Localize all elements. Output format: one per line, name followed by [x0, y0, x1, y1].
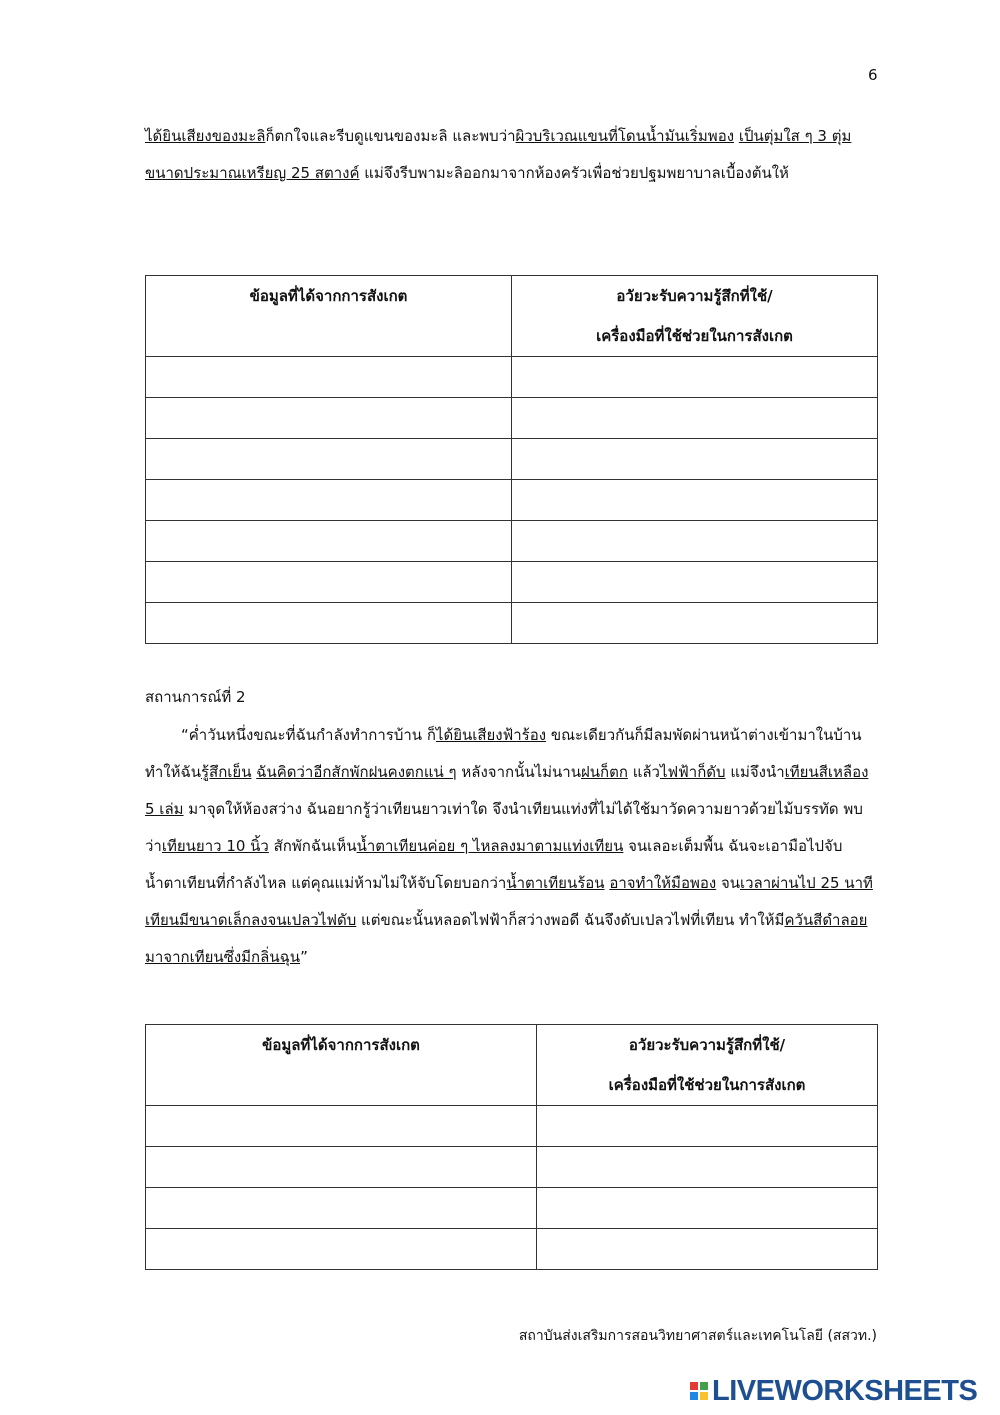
logo-square	[690, 1382, 698, 1390]
table1-body	[146, 357, 878, 644]
underlined-observation: เทียนสีเหลือง 5 เล่ม	[145, 763, 869, 818]
sense-organ-cell[interactable]	[537, 1229, 878, 1270]
scenario1-paragraph	[145, 118, 877, 192]
underlined-observation: ไฟฟ้าก็ดับ	[659, 763, 726, 781]
paragraph-text: “ค่ำวันหนึ่งขณะที่ฉันกำลังทำการบ้าน ก็	[181, 726, 436, 744]
underlined-observation: ฝนก็ตก	[580, 763, 628, 781]
underlined-observation: น้ำตาเทียนค่อย ๆ ไหลลงมาตามแท่งเทียน	[356, 837, 624, 855]
observation-table-2	[145, 1024, 878, 1270]
table-row	[146, 1147, 878, 1188]
table-header-row	[146, 276, 878, 357]
paragraph-text: แล้ว	[627, 763, 660, 781]
sense-organ-cell[interactable]	[512, 357, 878, 398]
observed-data-cell[interactable]	[146, 1147, 537, 1188]
sense-organ-cell[interactable]	[512, 603, 878, 644]
paragraph-text: สักพักฉันเห็น	[268, 837, 357, 855]
sense-organ-cell[interactable]	[537, 1188, 878, 1229]
observed-data-cell[interactable]	[146, 1106, 537, 1147]
table-row	[146, 480, 878, 521]
paragraph-text: จนเลอะเต็มพื้น ฉันจะเอามือไปจับน้ำตาเทียนที่กำลังไหล แต่คุณแม่ห้ามไม่ให้จับโดยบอกว่า	[145, 837, 843, 892]
underlined-observation: ขนาดประมาณเหรียญ 25 สตางค์	[145, 164, 360, 182]
paragraph-text: แม่จึงนำ	[725, 763, 785, 781]
table-row	[146, 562, 878, 603]
paragraph-text: ก็ตกใจและรีบดูแขนของมะลิ และพบว่า	[265, 127, 516, 145]
table-row	[146, 439, 878, 480]
underlined-observation: ฉันคิดว่าอีกสักพักฝนคงตกแน่ ๆ	[256, 763, 457, 781]
header-observed-data: ข้อมูลที่ได้จากการสังเกต	[146, 276, 512, 357]
paragraph-text: ”	[300, 948, 308, 966]
sense-organ-cell[interactable]	[537, 1147, 878, 1188]
table2-body	[146, 1106, 878, 1270]
logo-square	[700, 1382, 708, 1390]
underlined-observation: ได้ยินเสียงของมะลิ	[145, 127, 266, 145]
paragraph-text: หลังจากนั้นไม่นาน	[456, 763, 581, 781]
observation-table-1	[145, 275, 878, 644]
table-row	[146, 521, 878, 562]
scenario2-paragraph	[145, 717, 877, 976]
observed-data-cell[interactable]	[146, 603, 512, 644]
liveworksheets-icon	[690, 1382, 708, 1400]
liveworksheets-wordmark: LIVEWORKSHEETS	[712, 1374, 978, 1407]
underlined-observation: เทียนยาว 10 นิ้ว	[161, 837, 269, 855]
footer-institution: สถาบันส่งเสริมการสอนวิทยาศาสตร์และเทคโนโลยี (สสวท.)	[518, 1328, 877, 1344]
observed-data-cell[interactable]	[146, 398, 512, 439]
table-row	[146, 1106, 878, 1147]
logo-square	[700, 1392, 708, 1400]
observed-data-cell[interactable]	[146, 562, 512, 603]
sense-organ-cell[interactable]	[512, 562, 878, 603]
sense-organ-cell[interactable]	[537, 1106, 878, 1147]
paragraph-text: แต่ขณะนั้นหลอดไฟฟ้าก็สว่างพอดี ฉันจึงดับเปลวไฟที่เทียน ทำให้มี	[356, 911, 785, 929]
table-row	[146, 603, 878, 644]
underlined-observation: ผิวบริเวณแขนที่โดนน้ำมันเริ่มพอง	[515, 127, 735, 145]
underlined-observation: ควันสีดำลอยมาจากเทียนซึ่งมีกลิ่นฉุน	[145, 911, 868, 966]
observed-data-cell[interactable]	[146, 357, 512, 398]
underlined-observation: เป็นตุ่มใส ๆ 3 ตุ่ม	[738, 127, 852, 145]
header-sense-organ-tool: อวัยวะรับความรู้สึกที่ใช้/ เครื่องมือที่ใช้ช่วยในการสังเกต	[537, 1025, 878, 1106]
scenario2-title: สถานการณ์ที่ 2	[145, 688, 246, 706]
table-row	[146, 398, 878, 439]
paragraph-text: ขณะเดียวกันก็มีลมพัดผ่านหน้าต่างเข้ามาในบ้าน ทำให้ฉัน	[145, 726, 862, 781]
page-number: 6	[868, 66, 878, 84]
sense-organ-cell[interactable]	[512, 480, 878, 521]
underlined-observation: อาจทำให้มือพอง	[609, 874, 717, 892]
observed-data-cell[interactable]	[146, 439, 512, 480]
paragraph-text: จน	[716, 874, 740, 892]
underlined-observation: น้ำตาเทียนร้อน	[506, 874, 605, 892]
underlined-observation: เวลาผ่านไป 25 นาที เทียนมีขนาดเล็กลงจนเปลวไฟดับ	[145, 874, 873, 929]
underlined-observation: รู้สึกเย็น	[201, 763, 252, 781]
sense-organ-cell[interactable]	[512, 439, 878, 480]
liveworksheets-logo	[690, 1375, 990, 1407]
paragraph-text: แม่จึงรีบพามะลิออกมาจากห้องครัวเพื่อช่วยปฐมพยาบาลเบื้องต้นให้	[359, 164, 789, 182]
paragraph-text: มาจุดให้ห้องสว่าง ฉันอยากรู้ว่าเทียนยาวเท่าใด จึงนำเทียนแท่งที่ไม่ได้ใช้มาวัดความยาวด้วยไม้บรรทัด พบว่า	[145, 800, 863, 855]
table-row	[146, 1229, 878, 1270]
logo-square	[690, 1392, 698, 1400]
sense-organ-cell[interactable]	[512, 521, 878, 562]
observed-data-cell[interactable]	[146, 1229, 537, 1270]
table-row	[146, 357, 878, 398]
sense-organ-cell[interactable]	[512, 398, 878, 439]
observed-data-cell[interactable]	[146, 521, 512, 562]
observed-data-cell[interactable]	[146, 1188, 537, 1229]
header-sense-organ-tool: อวัยวะรับความรู้สึกที่ใช้/ เครื่องมือที่ใช้ช่วยในการสังเกต	[512, 276, 878, 357]
observed-data-cell[interactable]	[146, 480, 512, 521]
header-observed-data: ข้อมูลที่ได้จากการสังเกต	[146, 1025, 537, 1106]
table-row	[146, 1188, 878, 1229]
underlined-observation: ได้ยินเสียงฟ้าร้อง	[435, 726, 547, 744]
table-header-row	[146, 1025, 878, 1106]
